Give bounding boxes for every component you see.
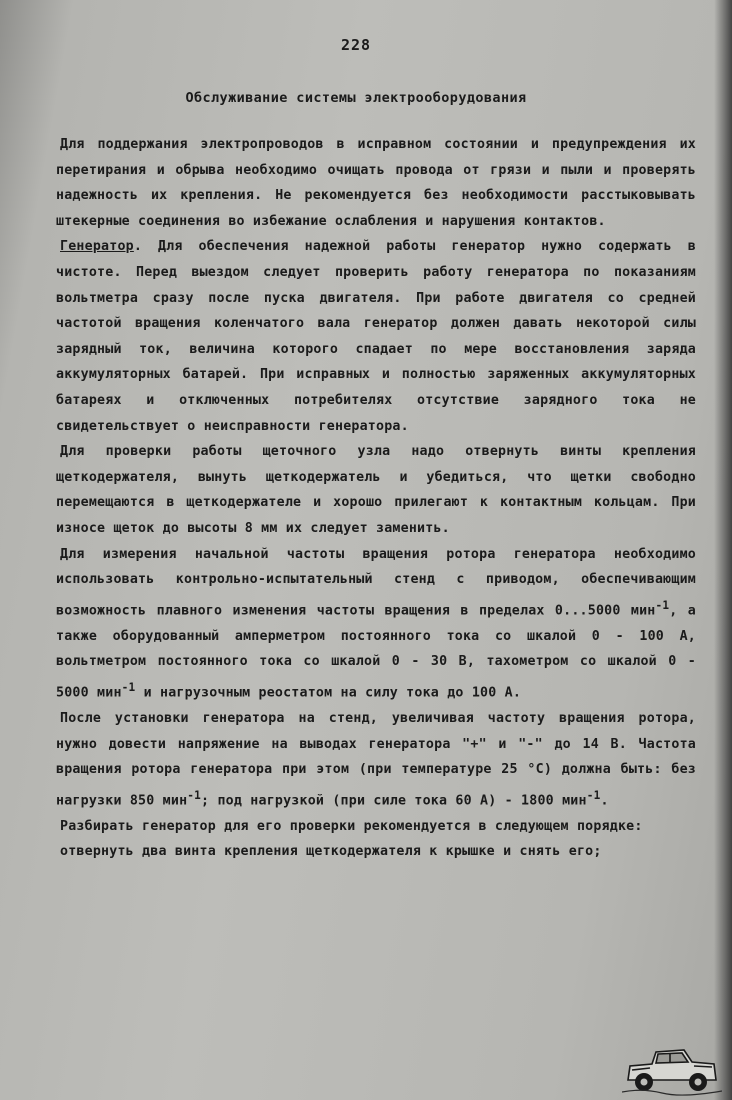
page-edge-shadow: [714, 0, 732, 1100]
truck-illustration-icon: [622, 1040, 722, 1096]
generator-heading: Генератор: [60, 239, 134, 255]
paragraph-generator: [56, 234, 696, 439]
body-text: [56, 132, 696, 865]
page-number: 228: [340, 36, 372, 54]
section-title: Обслуживание системы электрооборудования: [185, 90, 527, 106]
paragraph-wiring: Для поддержания электропроводов в исправном состоянии и предупреждения их перетирания и обрыва необходимо очищать провода от грязи и пыли и проверять надежность их крепления. Не рекомендуется без необходимости расстыковывать штекерные соединения во избежание ослабления и нарушения контактов.: [56, 137, 696, 229]
paragraph-measurement: [56, 542, 696, 706]
test-sup-1: -1: [187, 788, 202, 802]
measurement-text-2: , а также оборудованный амперметром постоянного тока со шкалой 0 - 100 А, вольтметром постоянного тока со шкалой 0 - 30 В, тахометром со шкалой 0 - 5000 мин: [56, 603, 696, 701]
paragraph-brush-unit: Для проверки работы щеточного узла надо отвернуть винты крепления щеткодержателя, вынуть щеткодержатель и убедиться, что щетки свободно перемещаются в щеткодержателе и хорошо прилегают к контактным кольцам. При износе щеток до высоты 8 мм их следует заменить.: [56, 444, 696, 536]
measurement-text-3: и нагрузочным реостатом на силу тока до 100 А.: [135, 685, 522, 701]
paragraph-disassembly-order: Разбирать генератор для его проверки рекомендуется в следующем порядке:: [60, 818, 643, 834]
measurement-text-1: Для измерения начальной частоты вращения ротора генератора необходимо использовать контрольно-испытательный стенд с приводом, обеспечивающим возможность плавного изменения частоты вращения в пределах 0...5000 мин: [56, 546, 696, 619]
test-text-2: ; под нагрузкой (при силе тока 60 А) - 1800 мин: [201, 793, 587, 809]
measurement-sup-1: -1: [655, 598, 670, 612]
test-text-1: После установки генератора на стенд, увеличивая частоту вращения ротора, нужно довести напряжение на выводах генератора "+" и "-" до 14 В. Частота вращения ротора генератора при этом (при температуре 25 °С) должна быть: без нагрузки 850 мин: [56, 710, 696, 809]
paragraph-test: [56, 706, 696, 814]
test-sup-2: -1: [586, 788, 601, 802]
generator-text: . Для обеспечения надежной работы генератор нужно содержать в чистоте. Перед выездом следует проверить работу генератора по показаниям вольтметра сразу после пуска двигателя. При работе двигателя со средней частотой вращения коленчатого вала генератор должен давать некоторой силы зарядный ток, величина которого спадает по мере восстановления заряда аккумуляторных батарей. При исправных и полностью заряженных аккумуляторных батареях и отключенных потребителях отсутствие зарядного тока не свидетельствует о неисправности генератора.: [56, 239, 696, 434]
test-text-3: .: [600, 793, 609, 809]
measurement-sup-2: -1: [121, 680, 136, 694]
paragraph-disassembly-step: отвернуть два винта крепления щеткодержателя к крышке и снять его;: [60, 844, 602, 860]
